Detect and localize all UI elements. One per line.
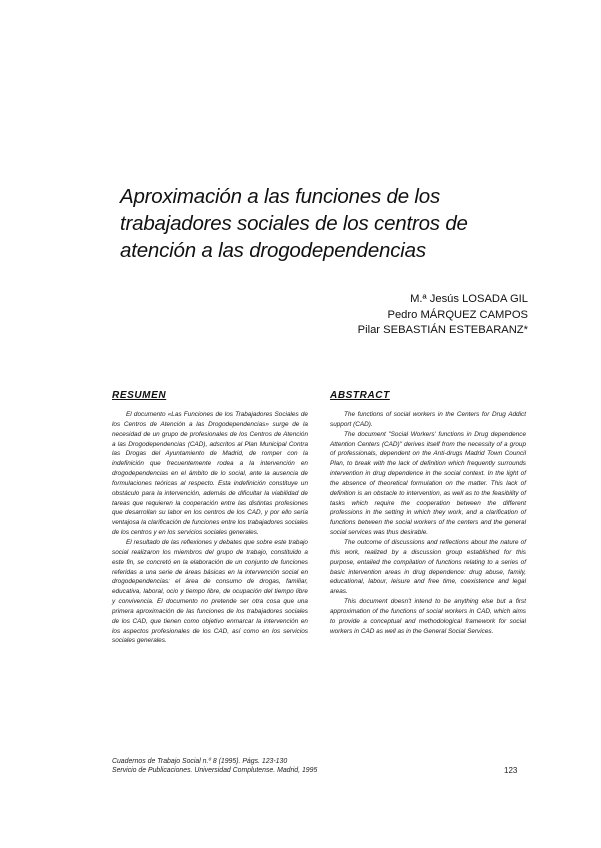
abstract-section — [330, 390, 526, 636]
author-name: M.ª Jesús LOSADA GIL — [410, 293, 528, 305]
abstract-body — [330, 410, 526, 636]
author-name: Pedro MÁRQUEZ CAMPOS — [387, 308, 528, 321]
title-line: trabajadores sociales de los centros de — [120, 212, 468, 235]
publisher-line: Servicio de Publicaciones. Universidad Complutense. Madrid, 1995 — [112, 767, 318, 774]
article-title — [120, 183, 560, 264]
journal-citation: Cuadernos de Trabajo Social n.º 8 (1995). Págs. 123-130 — [112, 758, 288, 765]
abstract-paragraph: The functions of social workers in the Centers for Drug Addict support (CAD). — [330, 411, 526, 428]
abstract-paragraph: This document doesn't intend to be anything else but a first approximation of the functions of social workers in CAD, which aims to provide a conceptual and methodological framework for social workers in CAD as well as in the General Social Services. — [330, 598, 526, 635]
resumen-paragraph: El documento «Las Funciones de los Trabajadores Sociales de los Centros de Atención a las Drogodependencias» surge de la necesidad de un grupo de profesionales de los Centros de Atención a las Drogodependencias (CAD), adscritos al Plan Municipal Contra las Drogas del Ayuntamiento de Madrid, de romper con la indefinición que frecuentemente rodea a la intervención en drogodependencias en el ámbito de lo social, ante la ausencia de formulaciones teóricas al respecto. Esta indefinición constituye un obstáculo para la intervención, además de dificultar la viabilidad de tareas que requieren la cooperación entre las distintas profesiones que desarrollan su labor en los centros de los CAD, y por ello sería ventajosa la clarificación de funciones entre los trabajadores sociales de los centros y en los servicios sociales generales. — [112, 411, 308, 537]
title-line: atención a las drogodependencias — [120, 239, 426, 262]
resumen-body — [112, 410, 308, 646]
journal-footer — [112, 757, 317, 775]
abstract-paragraph: The outcome of discussions and reflections about the nature of this work, realized by a discussion group established for this purpose, entailed the compilation of functions relating to a series of basic intervention areas in drug dependence: drug abuse, family, educational, labour, leisure and free time, coexistence and legal areas. — [330, 538, 526, 596]
page-number: 123 — [504, 766, 518, 775]
author-name: Pilar SEBASTIÁN ESTEBARANZ* — [357, 324, 528, 336]
resumen-heading: RESUMEN — [112, 390, 167, 401]
abstract-paragraph: The document "Social Workers' functions in Drug dependence Attention Centers (CAD)" derives itself from the necessity of a group of professionals, dependent on the Anti-drugs Madrid Town Council Plan, to break with the lack of definition which frequently surrounds intervention in drug dependence in the social context. In the light of the absence of theoretical formulation on the matter. This lack of definition is an obstacle to intervention, as well as to the feasibility of tasks which require the cooperation between the different professions in the setting in which they work, and a clarification of functions between the social workers of the centers and the general social services was thus desirable. — [330, 430, 526, 537]
author-list — [358, 292, 528, 339]
resumen-section — [112, 390, 308, 646]
title-line: Aproximación a las funciones de los — [120, 185, 441, 208]
resumen-paragraph: El resultado de las reflexiones y debates que sobre este trabajo social realizaron los miembros del grupo de trabajo, constituido a este fin, se concretó en la elaboración de un conjunto de funciones referidas a una serie de áreas básicas en la intervención social en drogodependencias: el área de consumo de drogas, familiar, educativa, laboral, ocio y tiempo libre, de ocupación del tiempo libre y convivencia. El documento no pretende ser otra cosa que una primera aproximación de las funciones de los trabajadores sociales de los CAD, que tienen como objetivo enmarcar la intervención en los aspectos profesionales de los CAD, así como en los servicios sociales generales. — [112, 538, 308, 645]
abstract-heading: ABSTRACT — [330, 390, 390, 401]
